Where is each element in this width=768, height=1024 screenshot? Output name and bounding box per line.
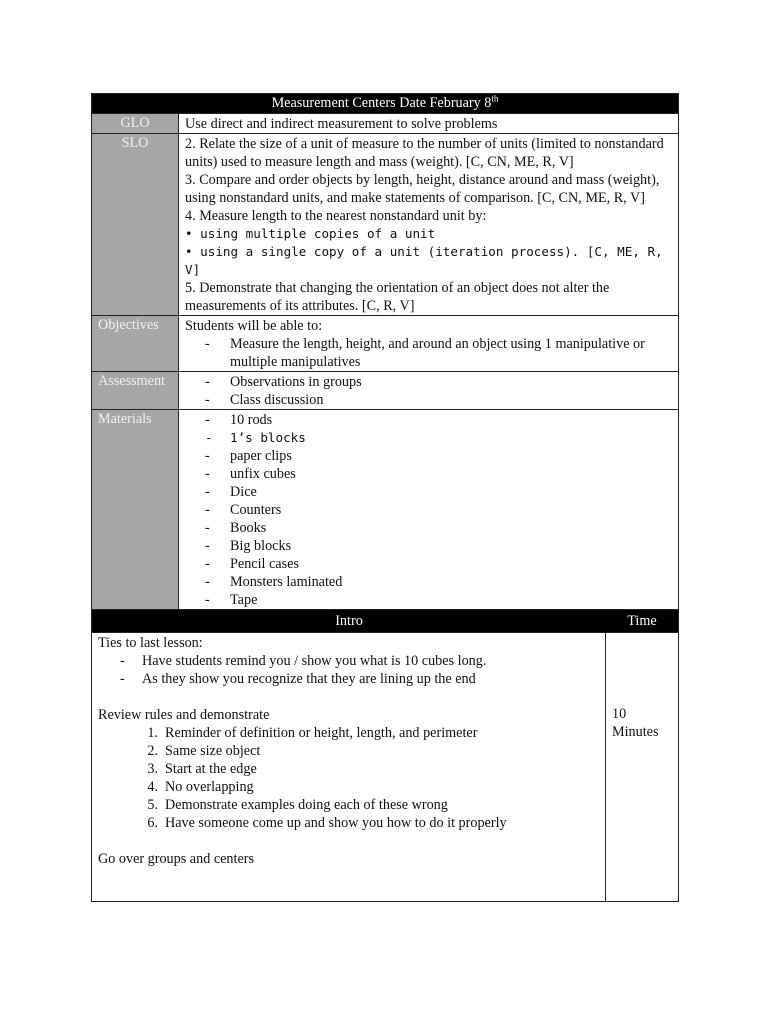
list-item: - 10 rods (185, 411, 672, 429)
slo-label: SLO (92, 134, 179, 315)
step-text: No overlapping (165, 779, 254, 795)
list-item: - Observations in groups (185, 373, 672, 391)
objectives-label: Objectives (92, 316, 179, 371)
list-item (98, 760, 599, 778)
glo-row (91, 114, 679, 134)
step-number: 1. (147, 725, 158, 741)
intro-header-label: Intro (335, 613, 363, 629)
lesson-title-text: Measurement Centers Date February 8 (271, 95, 492, 111)
table-header-row (91, 93, 679, 114)
step-text: Reminder of definition or height, length, and perimeter (165, 725, 478, 741)
list-item: - Books (185, 519, 672, 537)
slo-outcome-3: 3. Compare and order objects by length, height, distance around and mass (weight), using nonstandard units, and make statements of comparison. [C, CN, ME, R, V] (185, 172, 660, 206)
lesson-title (92, 93, 678, 114)
step-number: 3. (147, 761, 158, 777)
list-item: - As they show you recognize that they are lining up the end (98, 670, 599, 688)
list-item (98, 778, 599, 796)
list-item: - 1’s blocks (185, 429, 672, 447)
step-number: 4. (147, 779, 158, 795)
review-steps-list (98, 724, 599, 832)
step-number: 5. (147, 797, 158, 813)
slo-outcome-4-bullet-2: • using a single copy of a unit (iteration process). [C, ME, R, V] (185, 244, 663, 277)
slo-outcome-5: 5. Demonstrate that changing the orientation of an object does not alter the measurements of its attributes. [C, R, V] (185, 280, 610, 314)
assessment-row (91, 372, 679, 410)
time-unit: Minutes (612, 724, 659, 740)
groups-text: Go over groups and centers (98, 851, 255, 867)
list-item (98, 796, 599, 814)
step-number: 2. (147, 743, 158, 759)
ties-heading: Ties to last lesson: (98, 635, 203, 651)
spacer (98, 832, 599, 850)
objectives-row (91, 316, 679, 372)
list-item: - Pencil cases (185, 555, 672, 573)
slo-content (179, 134, 678, 315)
glo-text: Use direct and indirect measurement to solve problems (185, 116, 498, 132)
intro-body-row (91, 633, 679, 902)
step-text: Have someone come up and show you how to do it properly (165, 815, 507, 831)
objectives-list (185, 335, 672, 371)
lesson-title-superscript: th (491, 93, 499, 104)
materials-row (91, 410, 679, 610)
list-item (98, 814, 599, 832)
materials-label: Materials (92, 410, 179, 609)
step-text: Start at the edge (165, 761, 257, 777)
intro-header-row (91, 610, 679, 633)
slo-outcome-4-bullet-1: • using multiple copies of a unit (185, 226, 436, 241)
step-text: Demonstrate examples doing each of these wrong (165, 797, 448, 813)
review-heading: Review rules and demonstrate (98, 707, 270, 723)
step-text: Same size object (165, 743, 261, 759)
time-value: 10 (612, 706, 627, 722)
time-header-label: Time (627, 613, 657, 629)
materials-list (185, 411, 672, 609)
list-item: - Measure the length, height, and around an object using 1 manipulative or multiple manipulatives (185, 335, 672, 371)
list-item: - Monsters laminated (185, 573, 672, 591)
intro-time-cell (606, 633, 678, 901)
slo-outcome-4: 4. Measure length to the nearest nonstandard unit by: (185, 208, 487, 224)
assessment-list (185, 373, 672, 409)
spacer (98, 688, 599, 706)
glo-label: GLO (92, 114, 179, 133)
list-item (98, 724, 599, 742)
lesson-plan-table (91, 93, 679, 902)
list-item: - Big blocks (185, 537, 672, 555)
assessment-label: Assessment (92, 372, 179, 409)
list-item (98, 742, 599, 760)
list-item: - Counters (185, 501, 672, 519)
materials-content (179, 410, 678, 609)
objectives-content (179, 316, 678, 371)
intro-content (92, 633, 606, 901)
list-item: - unfix cubes (185, 465, 672, 483)
list-item: - Have students remind you / show you what is 10 cubes long. (98, 652, 599, 670)
objectives-intro: Students will be able to: (185, 318, 323, 334)
assessment-content (179, 372, 678, 409)
slo-row (91, 134, 679, 316)
step-number: 6. (147, 815, 158, 831)
slo-outcome-2: 2. Relate the size of a unit of measure to the number of units (limited to nonstandard units) used to measure length and mass (weight). [C, CN, ME, R, V] (185, 136, 664, 170)
list-item: - Dice (185, 483, 672, 501)
list-item: - Class discussion (185, 391, 672, 409)
ties-list (98, 652, 599, 688)
list-item: - paper clips (185, 447, 672, 465)
list-item: - Tape (185, 591, 672, 609)
